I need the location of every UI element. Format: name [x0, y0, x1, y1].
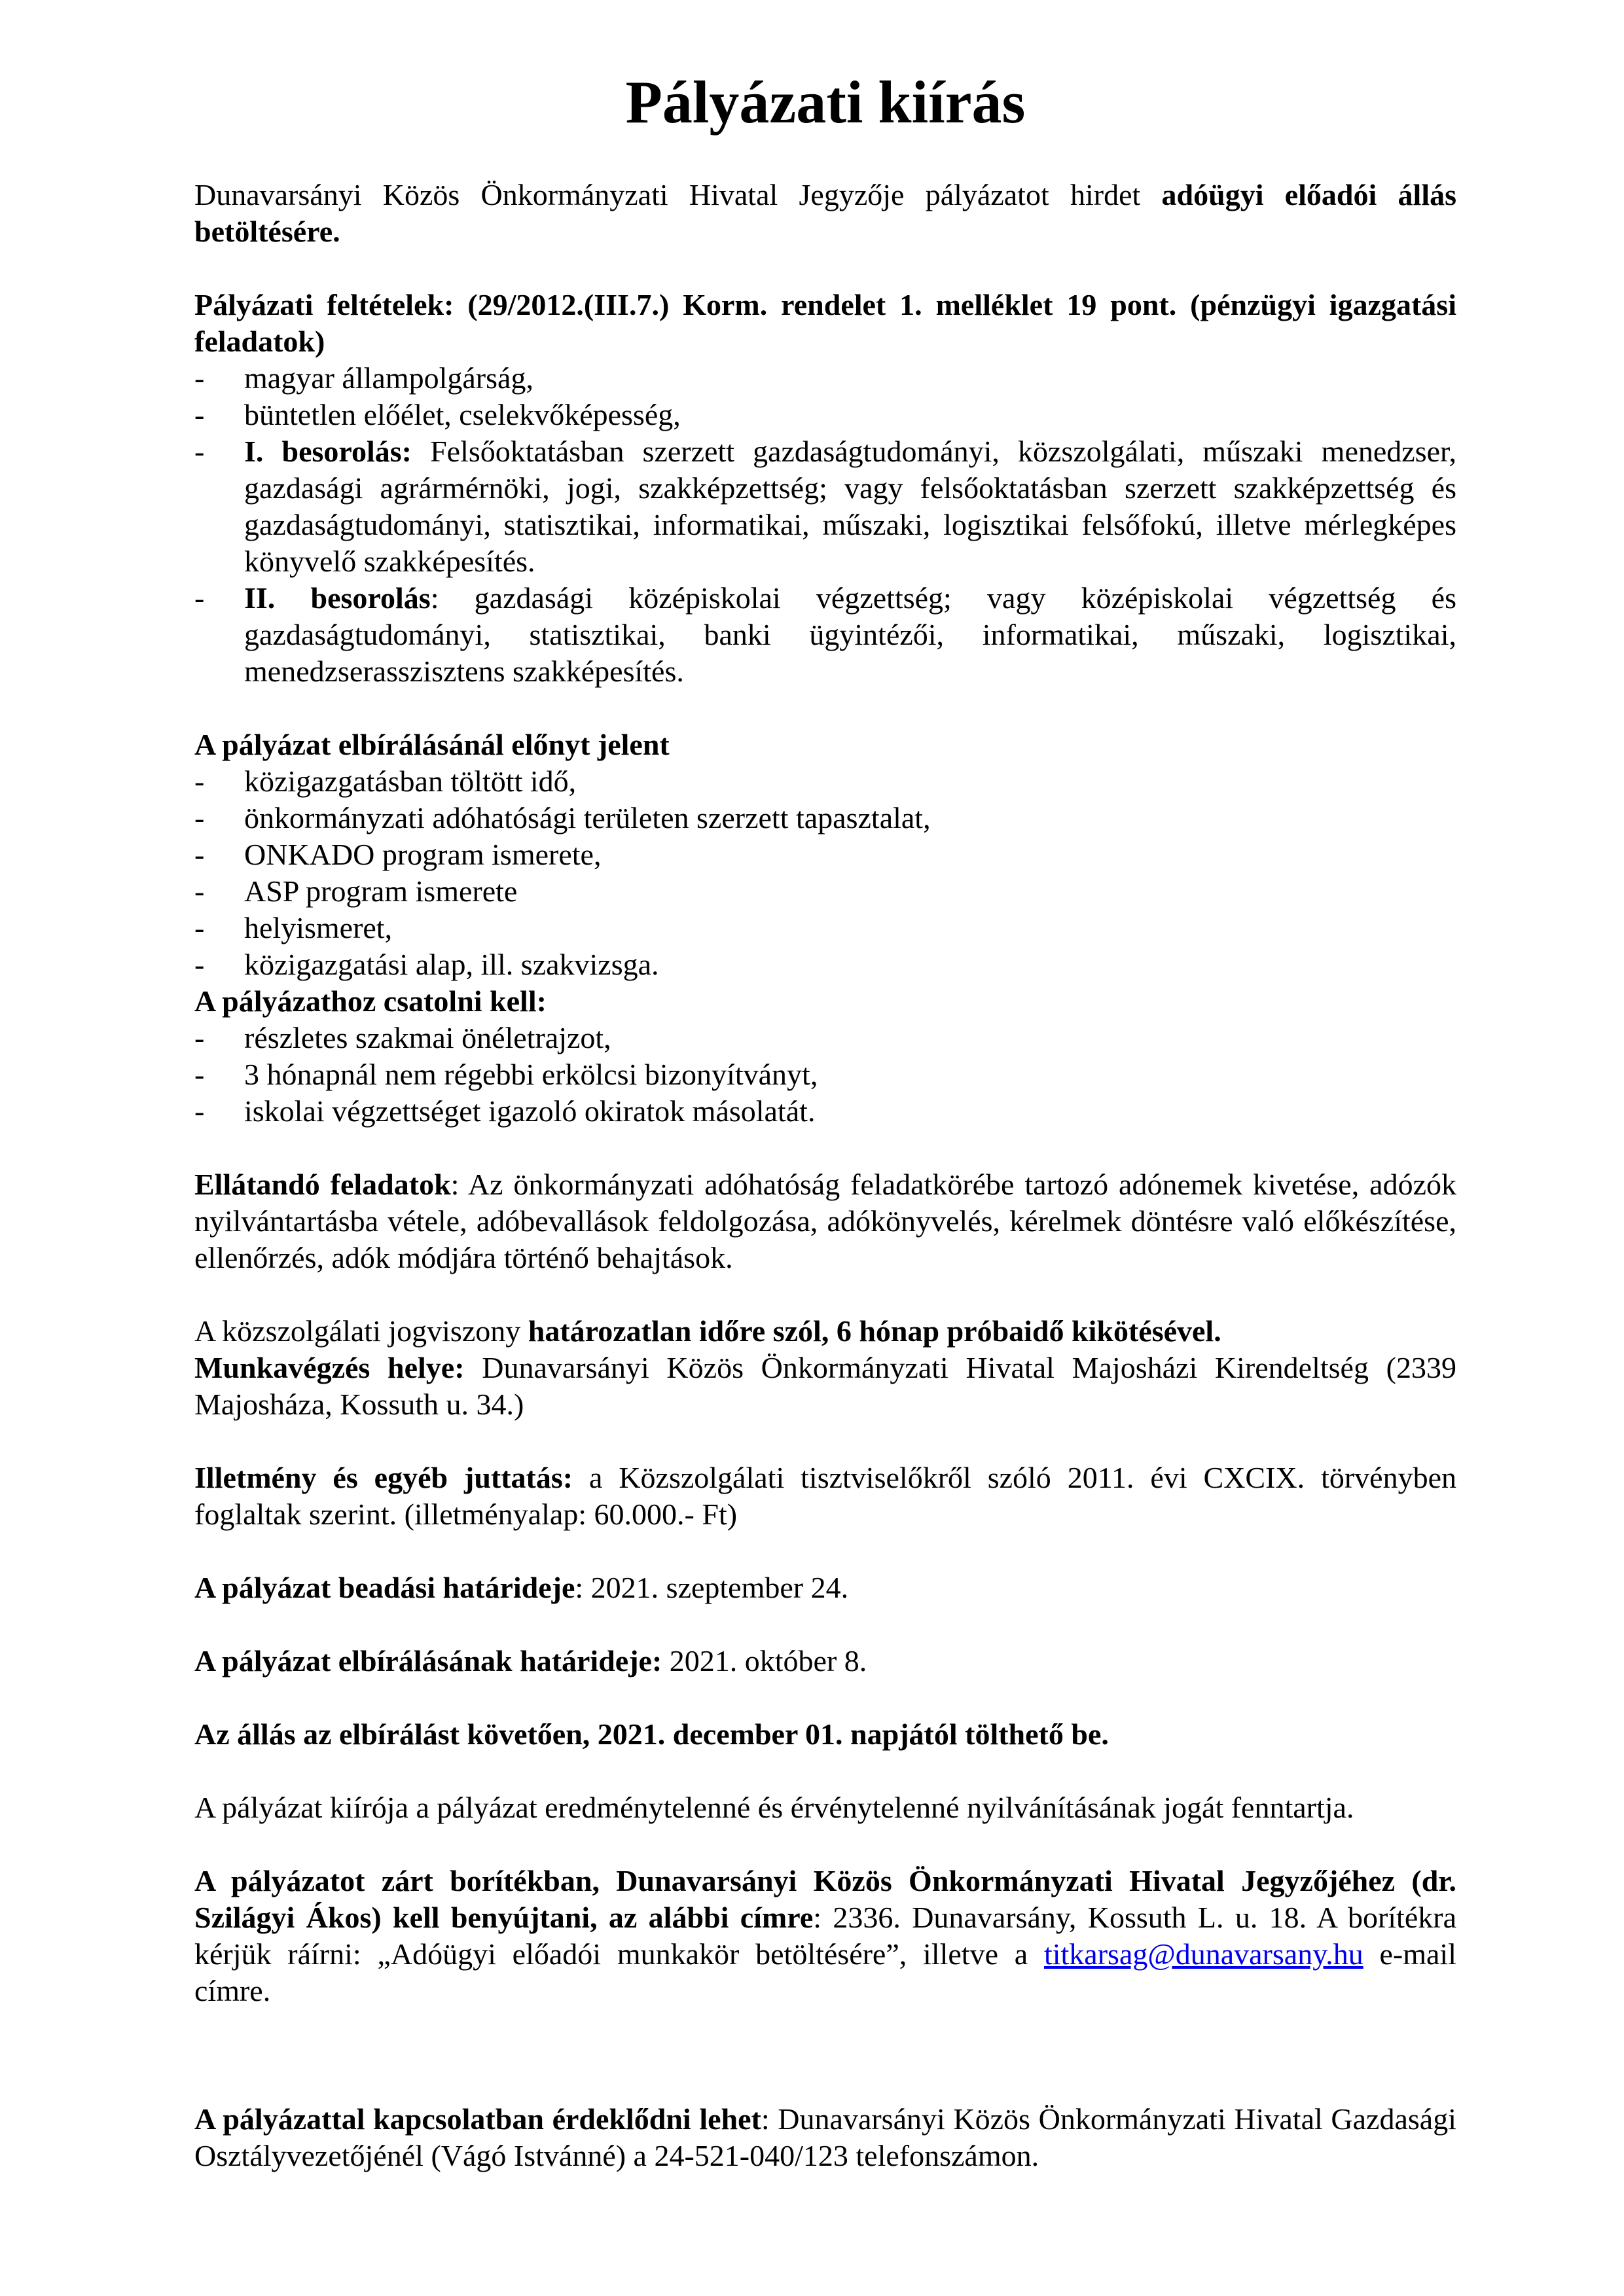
bullet-text: ASP program ismerete	[244, 874, 518, 908]
bullet-text: közigazgatásban töltött idő,	[244, 764, 577, 798]
bullet-item-helyismeret	[194, 910, 1456, 946]
bullet-marker: -	[194, 1020, 205, 1054]
bullet-marker: -	[194, 764, 205, 798]
bullet-marker: -	[194, 947, 205, 981]
intro-bold-text: adóügyi előadói állás betöltésére.	[194, 177, 1456, 248]
bullet-item-besorolas-2	[194, 580, 1456, 690]
beadasi-bold-lead: A pályázat beadási határideje	[194, 1570, 575, 1604]
bullet-item-onkado	[194, 836, 1456, 873]
bullet-marker: -	[194, 1094, 205, 1128]
bullet-item-buntetlen	[194, 397, 1456, 433]
bullet-text	[244, 580, 1456, 690]
bullet-item-asp	[194, 873, 1456, 910]
erdeklodes-paragraph	[194, 2101, 1456, 2174]
feltetelek-bullet-list	[194, 360, 1456, 690]
bullet-text: részletes szakmai önéletrajzot,	[244, 1020, 611, 1054]
bullet-marker: -	[194, 581, 205, 615]
feltetelek-heading: Pályázati feltételek: (29/2012.(III.7.) Korm. rendelet 1. melléklet 19 pont. (pénzügyi igazgatási feladatok)	[194, 287, 1456, 358]
elony-bullet-list	[194, 763, 1456, 983]
bullet-text: iskolai végzettséget igazoló okiratok másolatát.	[244, 1094, 816, 1128]
benyujtas-paragraph	[194, 1863, 1456, 2009]
bullet-bold-lead: II. besorolás	[244, 581, 431, 615]
elbiralas-date: 2021. október 8.	[662, 1643, 867, 1677]
bullet-item-szakvizsga	[194, 946, 1456, 983]
bullet-text: ONKADO program ismerete,	[244, 837, 602, 871]
bullet-marker: -	[194, 800, 205, 834]
intro-paragraph	[194, 177, 1456, 250]
bullet-marker: -	[194, 910, 205, 944]
bullet-marker: -	[194, 397, 205, 431]
jogviszony-paragraph	[194, 1313, 1456, 1350]
ellatando-bold-lead: Ellátandó feladatok	[194, 1167, 451, 1201]
bullet-marker: -	[194, 837, 205, 871]
illetmeny-paragraph	[194, 1460, 1456, 1533]
beadasi-hatarido-paragraph	[194, 1570, 1456, 1606]
bullet-item-erkolcsi	[194, 1056, 1456, 1093]
bullet-item-besorolas-1	[194, 433, 1456, 580]
bullet-text: önkormányzati adóhatósági területen szerzett tapasztalat,	[244, 800, 931, 834]
bullet-text: magyar állampolgárság,	[244, 361, 533, 395]
page-title: Pályázati kiírás	[625, 69, 1026, 135]
bullet-rest-text: : gazdasági középiskolai végzettség; vagy középiskolai végzettség és gazdaságtudományi, statisztikai, banki ügyintézői, informatikai, műszaki, logisztikai, menedzserasszisztens szakképesítés.	[244, 581, 1456, 688]
allas-betoltes-paragraph: Az állás az elbírálást követően, 2021. december 01. napjától tölthető be.	[194, 1717, 1109, 1751]
elbiralas-bold-lead: A pályázat elbírálásának határideje:	[194, 1643, 662, 1677]
beadasi-date: : 2021. szeptember 24.	[575, 1570, 849, 1604]
bullet-bold-lead: I. besorolás:	[244, 434, 412, 468]
bullet-item-kozigazgatas-ido	[194, 763, 1456, 800]
bullet-marker: -	[194, 361, 205, 395]
email-link[interactable]: titkarsag@dunavarsany.hu	[1043, 1937, 1363, 1971]
bullet-item-oneletrajz	[194, 1020, 1456, 1056]
jogviszony-bold-text: határozatlan időre szól, 6 hónap próbaidő kikötésével.	[528, 1314, 1221, 1348]
bullet-marker: -	[194, 874, 205, 908]
bullet-item-adohatosagi-tapasztalat	[194, 800, 1456, 836]
illetmeny-bold-lead: Illetmény és egyéb juttatás:	[194, 1460, 573, 1494]
bullet-text: helyismeret,	[244, 910, 393, 944]
ellatando-text: : Az önkormányzati adóhatóság feladatkörébe tartozó adónemek kivetése, adózók nyilvántartásba vétele, adóbevallások feldolgozása, adókönyvelés, kérelmek döntésre való előkészítése, ellenőrzés, adók módjára történő behajtások.	[194, 1167, 1456, 1274]
bullet-marker: -	[194, 1057, 205, 1091]
bullet-text: közigazgatási alap, ill. szakvizsga.	[244, 947, 659, 981]
kiiroja-paragraph: A pályázat kiírója a pályázat eredménytelenné és érvénytelenné nyilvánításának jogát fenntartja.	[194, 1790, 1354, 1824]
jogviszony-text: A közszolgálati jogviszony	[194, 1314, 528, 1348]
bullet-marker: -	[194, 434, 205, 468]
bullet-text	[244, 433, 1456, 580]
erdeklodes-bold-lead: A pályázattal kapcsolatban érdeklődni lehet	[194, 2102, 761, 2136]
bullet-rest-text: Felsőoktatásban szerzett gazdaságtudományi, közszolgálati, műszaki menedzser, gazdasági agrármérnöki, jogi, szakképzettség; vagy felsőoktatásban szerzett szakképzettség és gazdaságtudományi, statisztikai, informatikai, műszaki, logisztikai felsőfokú, illetve mérlegképes könyvelő szakképesítés.	[244, 434, 1457, 578]
benyujtas-address-text: : 2336. Dunavarsány, Kossuth L. u. 18. A borítékra kérjük ráírni: „Adóügyi előadói munkakör betöltésére”, illetve a	[194, 1900, 1456, 1971]
benyujtas-closing-text: e-mail címre.	[194, 1937, 1456, 2007]
munkavegzes-bold-lead: Munkavégzés helye:	[194, 1350, 465, 1384]
benyujtas-bold-lead: A pályázatot zárt borítékban, Dunavarsányi Közös Önkormányzati Hivatal Jegyzőjéhez (dr. Szilágyi Ákos) kell benyújtani, az alábbi címre	[194, 1863, 1456, 1934]
erdeklodes-text: : Dunavarsányi Közös Önkormányzati Hivatal Gazdasági Osztályvezetőjénél (Vágó Istvánné) a 24-521-040/123 telefonszámon.	[194, 2102, 1456, 2172]
bullet-item-okiratok	[194, 1093, 1456, 1130]
bullet-item-allampolgarsag	[194, 360, 1456, 397]
illetmeny-text: a Közszolgálati tisztviselőkről szóló 2011. évi CXCIX. törvényben foglaltak szerint. (illetményalap: 60.000.- Ft)	[194, 1460, 1457, 1531]
elony-heading: A pályázat elbírálásánál előnyt jelent	[194, 727, 670, 761]
csatolni-bullet-list	[194, 1020, 1456, 1130]
csatolni-heading: A pályázathoz csatolni kell:	[194, 984, 547, 1018]
ellatando-paragraph	[194, 1166, 1456, 1276]
munkavegzes-text: Dunavarsányi Közös Önkormányzati Hivatal Majosházi Kirendeltség (2339 Majosháza, Kossuth u. 34.)	[194, 1350, 1456, 1421]
elbiralas-hatarido-paragraph	[194, 1643, 1456, 1679]
bullet-text: 3 hónapnál nem régebbi erkölcsi bizonyítványt,	[244, 1057, 818, 1091]
bullet-text: büntetlen előélet, cselekvőképesség,	[244, 397, 681, 431]
intro-text: Dunavarsányi Közös Önkormányzati Hivatal Jegyzője pályázatot hirdet	[194, 177, 1162, 211]
munkavegzes-paragraph	[194, 1350, 1456, 1423]
